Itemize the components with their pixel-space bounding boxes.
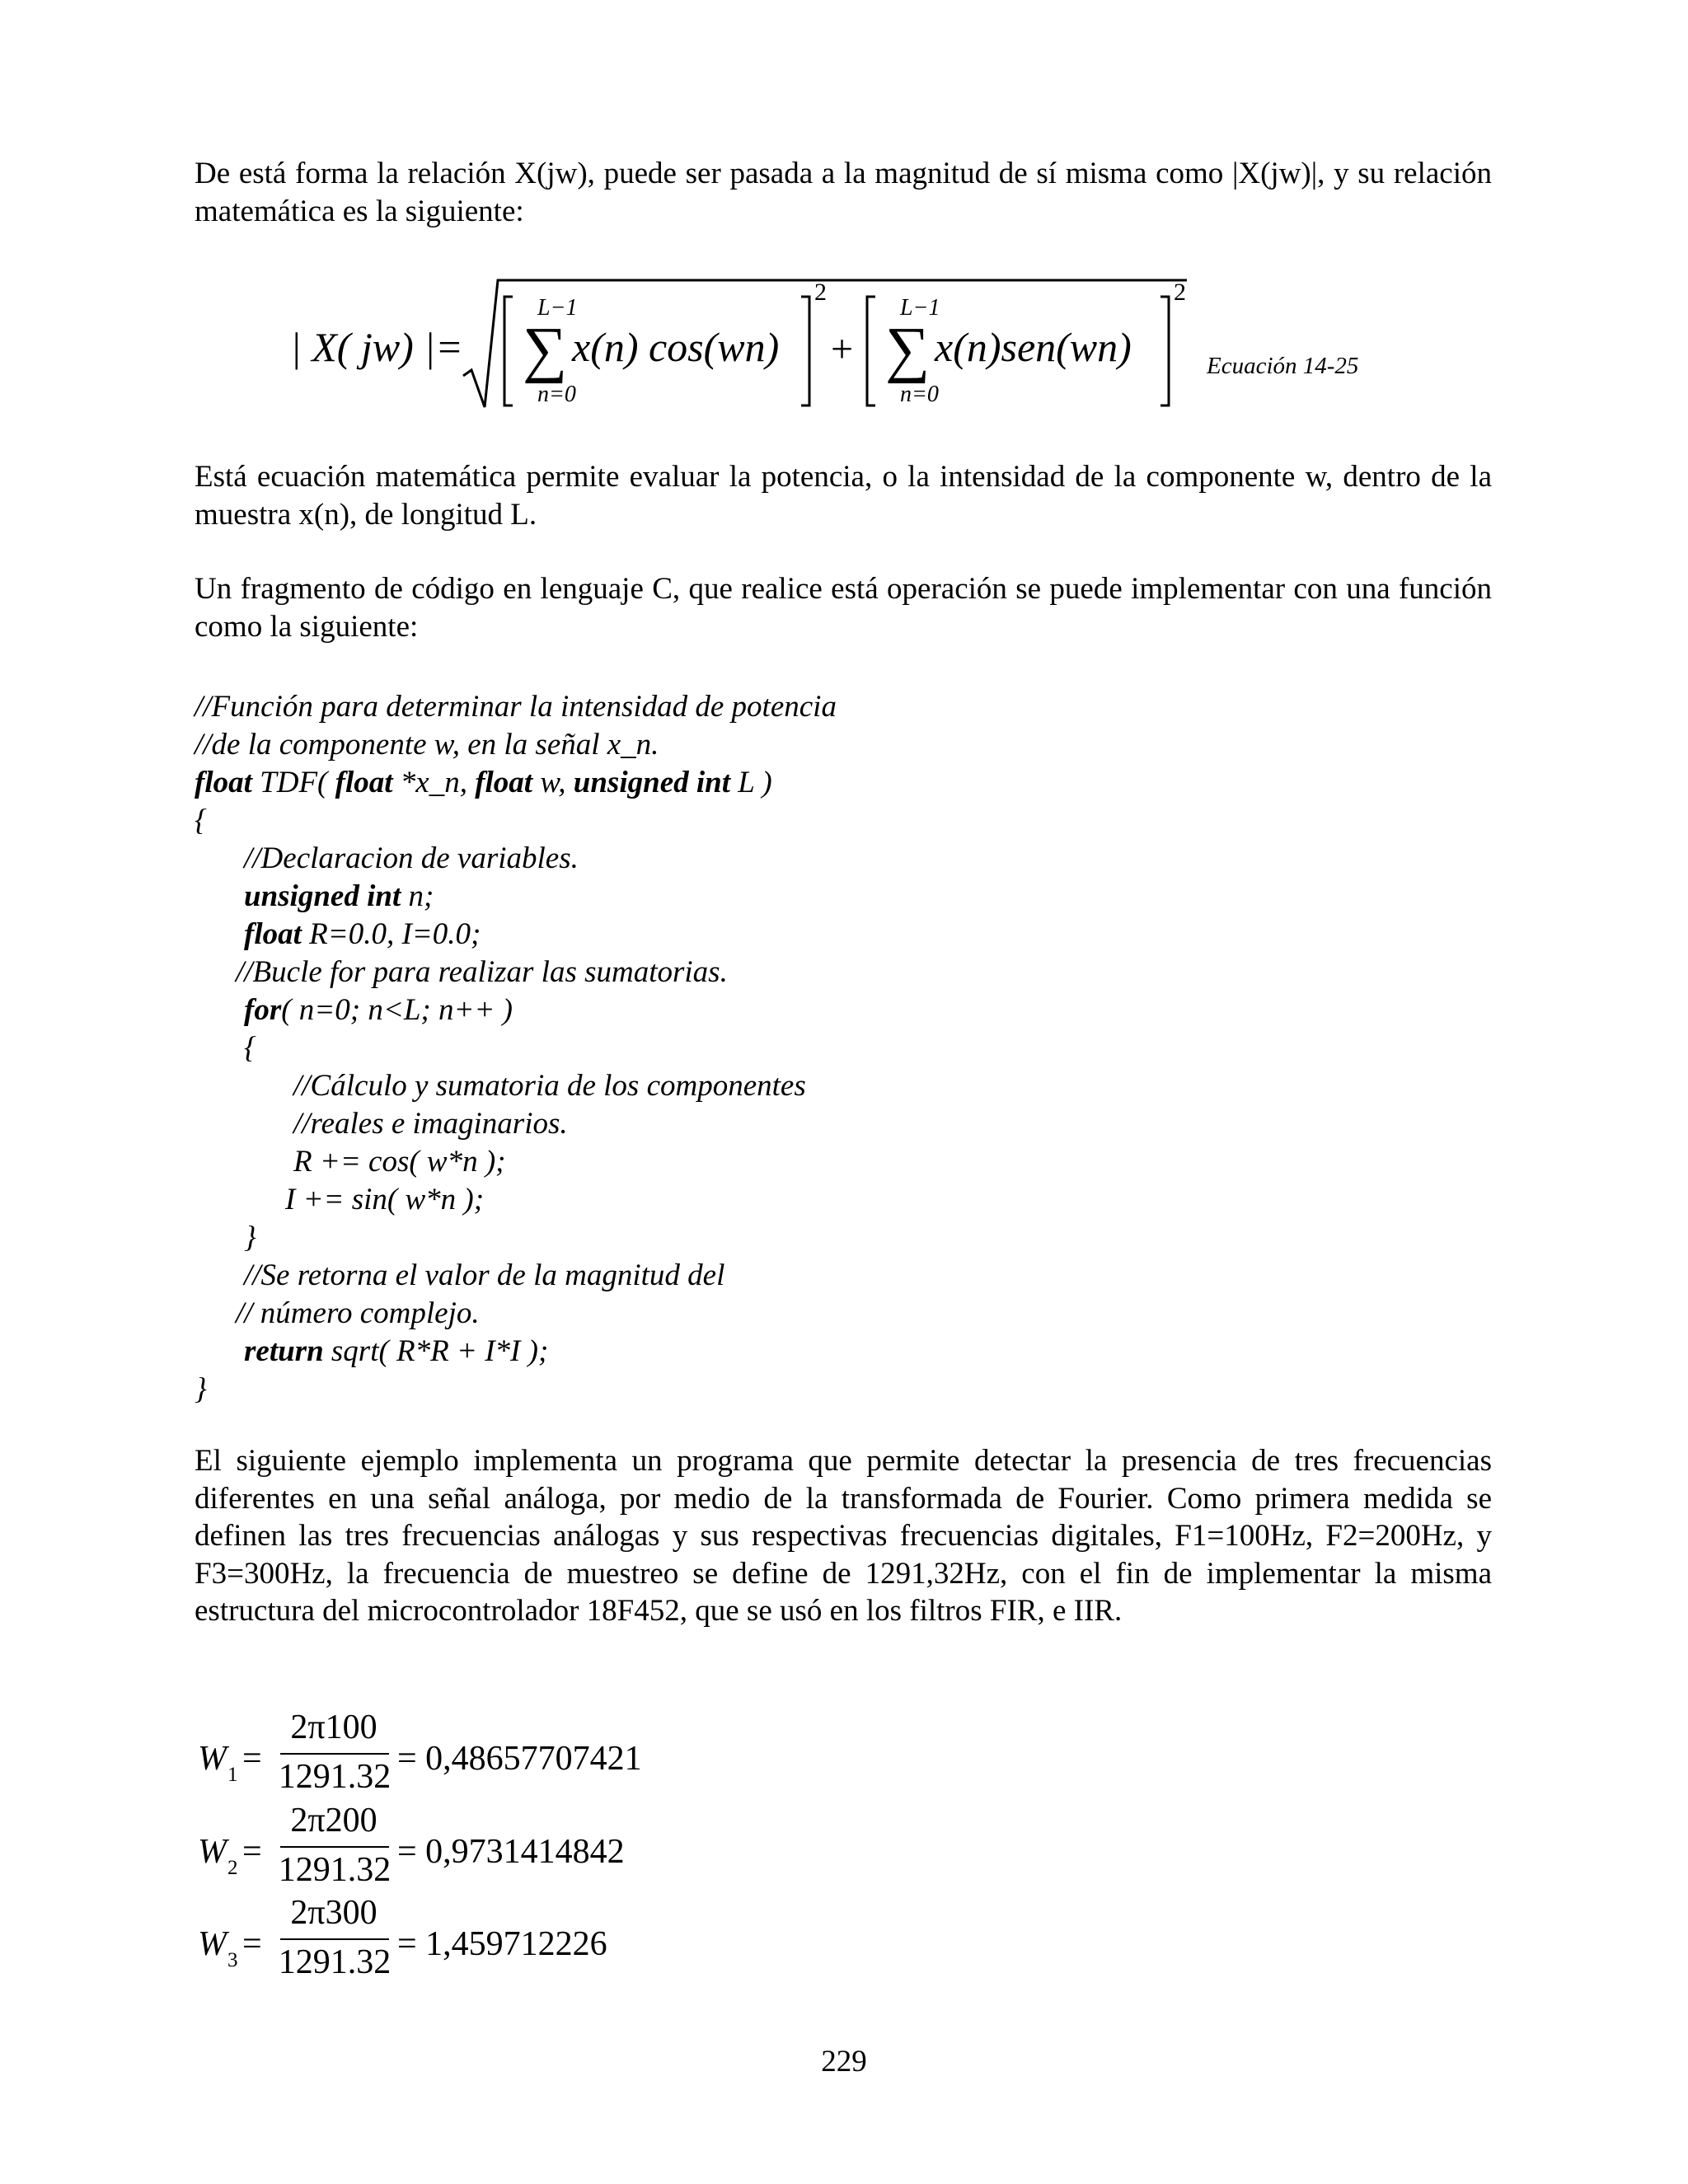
code-line [244,916,481,954]
code-line: } [244,1221,256,1254]
fraction-denominator: 1291.32 [278,1758,392,1796]
upper-limit-2: L−1 [900,295,940,321]
w-subscript: 3 [227,1949,238,1971]
code-keyword: float [475,766,533,799]
w-subscript: 1 [227,1764,238,1786]
fraction-denominator: 1291.32 [278,1943,392,1981]
term-cos: x(n) cos(wn) [572,324,780,370]
code-keyword: unsigned int [244,879,401,913]
code-keyword: float [244,917,302,951]
term-sen: x(n)sen(wn) [935,324,1132,370]
code-keyword: unsigned int [573,766,731,799]
paragraph-code-intro: Un fragmento de código en lenguaje C, que realice está operación se puede implementar con una función como la siguiente: [195,572,1492,644]
code-line: // número complejo. [236,1296,480,1330]
fraction-bar [280,1753,389,1755]
code-text: w, [532,766,574,799]
lower-limit-1: n=0 [537,382,576,407]
code-line: R += cos( w*n ); [293,1145,506,1179]
upper-limit-1: L−1 [537,295,578,321]
paragraph-equation-description: Está ecuación matemática permite evaluar la potencia, o la intensidad de la componente w, dentro de la muestra x(n), de longitud L. [195,460,1492,532]
fraction-bar [280,1846,389,1848]
code-line [244,878,434,916]
code-text: sqrt( R*R + I*I ); [323,1334,549,1368]
w-symbol: W [198,1925,227,1963]
code-line: I += sin( w*n ); [285,1183,485,1216]
w-symbol: W [198,1740,227,1778]
code-line [244,1333,548,1371]
code-text: n; [401,879,434,913]
code-text: R=0.0, I=0.0; [301,917,481,951]
lower-limit-2: n=0 [900,382,939,407]
code-text: *x_n, [392,766,476,799]
equation-magnitude [0,0,1688,429]
exponent-1: 2 [814,279,827,306]
code-line: } [195,1372,207,1406]
code-line: { [195,804,207,837]
code-line: //Se retorna el valor de la magnitud del [244,1258,725,1292]
code-keyword: float [335,766,393,799]
code-line: //de la componente w, en la señal x_n. [195,728,659,762]
fraction-bar [280,1938,389,1940]
equals-sign: = [242,1740,262,1778]
w-subscript: 2 [227,1857,238,1879]
code-line: //Bucle for para realizar las sumatorias. [236,955,728,989]
plus-sign: + [831,327,854,371]
sigma-1: ∑ [523,315,568,384]
equals-sign: = [242,1833,262,1871]
equation-lhs: | X( jw) |= [290,324,463,370]
w-equation-1 [195,1710,689,1801]
paragraph-example: El siguiente ejemplo implementa un programa que permite detectar la presencia de tres frecuencias diferentes en una señal análoga, por medio de la transformada de Fourier. Como primera medida se definen las tres frecuencias análogas y sus respectivas frecuencias digitales, F1=100Hz, F2=200Hz, y F3=300Hz, la frecuencia de muestreo se define de 1291,32Hz, con el fin de implementar la misma estructura del microcontrolador 18F452, que se usó en los filtros FIR, e IIR. [195,1444,1492,1628]
code-keyword: return [244,1334,324,1368]
code-keyword: float [195,766,252,799]
w-equation-3 [195,1896,689,1986]
fraction-numerator: 2π300 [290,1894,377,1932]
w-symbol: W [198,1833,227,1871]
code-line [195,764,772,802]
w-equation-2 [195,1803,689,1894]
code-line: { [244,1031,256,1065]
w-result: = 0,9731414842 [397,1833,625,1871]
code-text: L ) [730,766,772,799]
sigma-2: ∑ [885,315,931,384]
exponent-2: 2 [1174,279,1186,306]
page-number: 229 [821,2045,867,2079]
code-text: ( n=0; n<L; n++ ) [281,993,513,1027]
code-line: //Declaracion de variables. [244,841,579,875]
code-text: TDF( [251,766,335,799]
equation-label: Ecuación 14-25 [1207,353,1359,379]
code-line: //Función para determinar la intensidad de potencia [195,690,837,724]
paragraph-intro: De está forma la relación X(jw), puede ser pasada a la magnitud de sí misma como |X(jw)|, y su relación matemática es la siguiente: [195,157,1492,228]
equals-sign: = [242,1925,262,1963]
w-result: = 1,459712226 [397,1925,607,1963]
fraction-denominator: 1291.32 [278,1851,392,1889]
code-line [244,991,513,1029]
code-keyword: for [244,993,282,1027]
code-line: //reales e imaginarios. [293,1107,568,1141]
fraction-numerator: 2π200 [290,1802,377,1840]
code-line: //Cálculo y sumatoria de los componentes [293,1069,806,1103]
w-result: = 0,48657707421 [397,1740,642,1778]
fraction-numerator: 2π100 [290,1708,377,1746]
